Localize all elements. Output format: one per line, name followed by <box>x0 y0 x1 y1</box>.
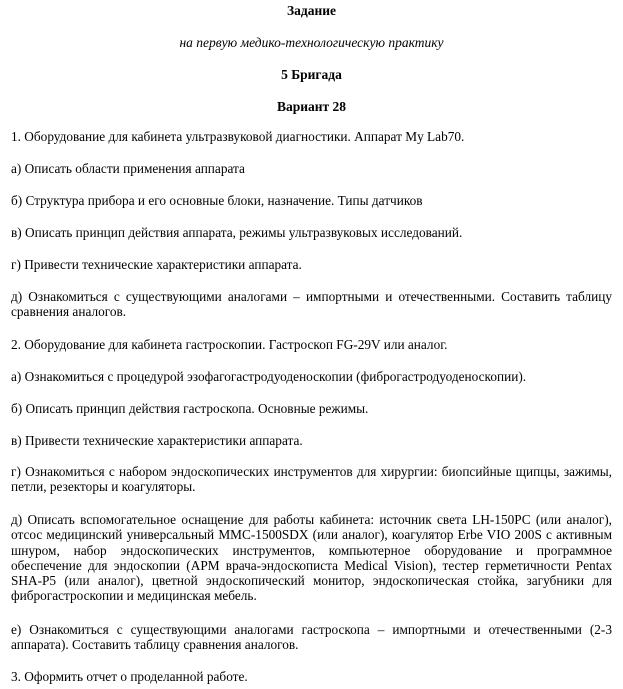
task-1-heading: 1. Оборудование для кабинета ультразвуковой диагностики. Аппарат My Lab70. <box>11 129 465 144</box>
task-2-item-e: д) Описать вспомогательное оснащение для работы кабинета: источник света LH-150PC (или аналог), отсос медицинский универсальный MMC-1500SDX (или аналог), коагулятор Erbe VIO 200S с активным шнуром, набор эндоскопических инструментов, компьютерное оборудование и программное обеспечение для эндоскопии (АРМ врача-эндоскописта Medical Vision), тестер герметичности Pentax SHA-P5 (или аналог), цветной эндоскопический монитор, эндоскопическая стойка, загубники для фиброгастроскопии и медицинская мебель. <box>11 512 612 604</box>
task-2-item-d: г) Ознакомиться с набором эндоскопических инструментов для хирургии: биопсийные щипцы, зажимы, петли, резекторы и коагуляторы. <box>11 464 612 495</box>
task-1-item-a: а) Описать области применения аппарата <box>11 161 245 176</box>
task-2-heading: 2. Оборудование для кабинета гастроскопии. Гастроскоп FG-29V или аналог. <box>11 337 448 352</box>
task-3-heading: 3. Оформить отчет о проделанной работе. <box>11 669 248 684</box>
task-2-item-a: а) Ознакомиться с процедурой эзофагогастродуоденоскопии (фиброгастродуоденоскопии). <box>11 369 527 384</box>
task-1-item-e: д) Ознакомиться с существующими аналогами – импортными и отечественными. Составить таблицу сравнения аналогов. <box>11 289 612 320</box>
task-2-item-f: е) Ознакомиться с существующими аналогами гастроскопа – импортными и отечественными (2-3 аппарата). Составить таблицу сравнения аналогов. <box>11 622 612 653</box>
document-title: Задание <box>286 3 336 18</box>
task-1-item-d: г) Привести технические характеристики аппарата. <box>11 257 302 272</box>
task-2-item-b: б) Описать принцип действия гастроскопа. Основные режимы. <box>11 401 369 416</box>
task-1-item-c: в) Описать принцип действия аппарата, режимы ультразвуковых исследований. <box>11 225 463 240</box>
task-2-item-c: в) Привести технические характеристики аппарата. <box>11 433 303 448</box>
variant-heading: Вариант 28 <box>276 99 347 114</box>
document-subtitle: на первую медико-технологическую практику <box>179 35 444 50</box>
task-1-item-b: б) Структура прибора и его основные блоки, назначение. Типы датчиков <box>11 193 423 208</box>
brigade-heading: 5 Бригада <box>281 67 342 82</box>
